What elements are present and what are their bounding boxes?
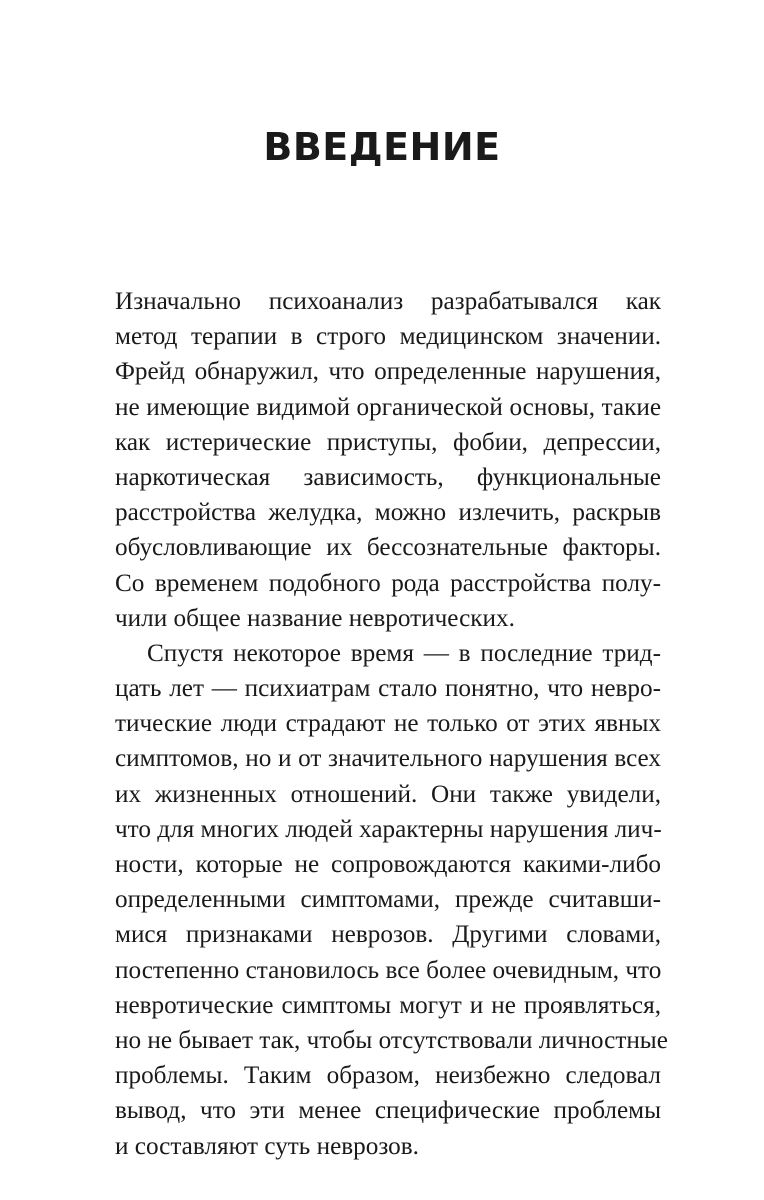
chapter-title: ВВЕДЕНИЕ [263, 125, 501, 170]
text-line: Со временем подобного рода расстройства полу- [115, 569, 661, 597]
text-line: их жизненных отношений. Они также увидели, [115, 780, 661, 808]
text-line: что для многих людей характерны нарушения лич- [115, 815, 662, 843]
text-line: невротические симптомы могут и не проявляться, [115, 991, 661, 1019]
text-line: но не бывает так, чтобы отсутствовали личностные [115, 1026, 668, 1054]
text-line: мися признаками неврозов. Другими словами, [115, 921, 661, 949]
text-line: цать лет — психиатрам стало понятно, что невро- [115, 675, 661, 703]
paragraph-2 [115, 636, 668, 1164]
text-line: симптомов, но и от значительного нарушения всех [115, 745, 661, 773]
text-line: Фрейд обнаружил, что определенные нарушения, [115, 358, 661, 386]
text-line: Спустя некоторое время — в последние трид- [147, 639, 661, 667]
text-line: постепенно становилось все более очевидным, что [115, 956, 662, 984]
text-line: как истерические приступы, фобии, депрессии, [115, 428, 661, 456]
text-line: Изначально психоанализ разрабатывался как [115, 288, 661, 315]
text-line: чили общее название невротических. [115, 604, 515, 632]
paragraph-1 [115, 284, 661, 636]
text-line: обусловливающие их бессознательные факторы. [115, 534, 661, 562]
text-line: тические люди страдают не только от этих явных [115, 710, 661, 738]
text-line: не имеющие видимой органической основы, такие [115, 393, 661, 421]
text-line: вывод, что эти менее специфические проблемы [115, 1097, 661, 1125]
body-text [115, 284, 668, 1164]
text-line: ности, которые не сопровождаются какими-либо [115, 851, 661, 878]
text-line: проблемы. Таким образом, неизбежно следовал [115, 1062, 661, 1090]
text-line: расстройства желудка, можно излечить, раскрыв [115, 499, 661, 527]
text-line: наркотическая зависимость, функциональные [115, 463, 661, 491]
text-line: и составляют суть неврозов. [115, 1132, 419, 1160]
text-line: определенными симптомами, прежде считавши- [115, 886, 661, 914]
text-line: метод терапии в строго медицинском значении. [115, 323, 661, 351]
